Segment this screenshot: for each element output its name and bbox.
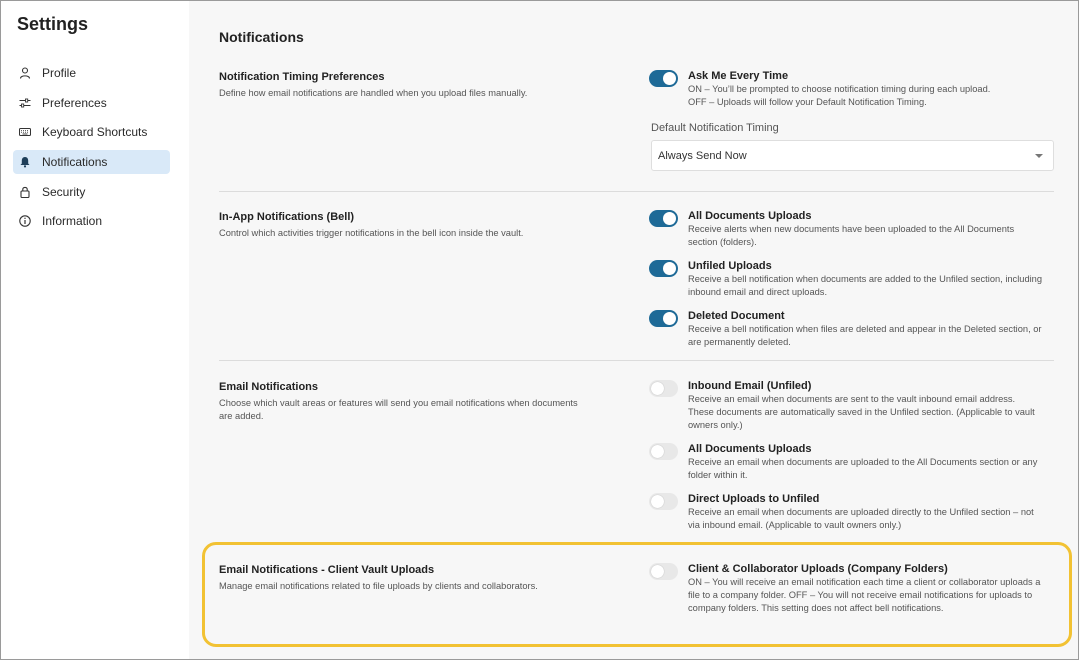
section-description: Manage email notifications related to file uploads by clients and collaborators. xyxy=(219,581,538,591)
notifications-panel xyxy=(189,1,1078,659)
option-title: All Documents Uploads xyxy=(688,210,812,222)
option-title: Unfiled Uploads xyxy=(688,260,772,272)
option-title: Client & Collaborator Uploads (Company Folders) xyxy=(688,563,948,575)
sidebar-item-label: Security xyxy=(42,184,86,199)
option-title: Ask Me Every Time xyxy=(688,70,789,82)
sidebar-item-notifications[interactable] xyxy=(13,150,170,174)
option-description: Receive an email when documents are uploaded to the All Documents section or any folder within it. xyxy=(688,457,1038,480)
option-description: Receive a bell notification when documents are added to the Unfiled section, including inbound email and direct uploads. xyxy=(688,274,1043,297)
person-icon xyxy=(19,67,31,79)
sidebar-nav xyxy=(13,61,170,239)
section-description: Choose which vault areas or features will send you email notifications when documents are added. xyxy=(219,398,578,421)
sidebar-item-profile[interactable] xyxy=(13,61,170,85)
section-title: Notification Timing Preferences xyxy=(219,71,385,83)
option-description: Receive a bell notification when files are deleted and appear in the Deleted section, or are permanently deleted. xyxy=(688,324,1042,347)
default-timing-label: Default Notification Timing xyxy=(651,122,779,134)
sidebar-item-label: Preferences xyxy=(42,95,107,110)
ask-every-time-toggle[interactable] xyxy=(649,70,678,87)
email-inbound-toggle[interactable] xyxy=(649,380,678,397)
page-title: Notifications xyxy=(219,29,304,45)
inapp-deleted-option xyxy=(649,310,1042,349)
client-collaborator-uploads-option xyxy=(649,563,1041,615)
default-timing-select[interactable] xyxy=(651,140,1054,171)
divider xyxy=(219,360,1054,361)
sidebar-title: Settings xyxy=(17,14,89,34)
email-all-documents-option xyxy=(649,443,1038,482)
divider xyxy=(219,191,1054,192)
option-description: Receive an email when documents are uploaded directly to the Unfiled section – not via inbound email. (Applicable to vault owners only.) xyxy=(688,507,1034,530)
inapp-all-documents-option xyxy=(649,210,1029,249)
lock-icon xyxy=(19,186,31,198)
email-direct-uploads-toggle[interactable] xyxy=(649,493,678,510)
bell-icon xyxy=(19,156,31,168)
sidebar-item-label: Information xyxy=(42,214,103,229)
sidebar-item-preferences[interactable] xyxy=(13,91,170,115)
sidebar-item-keyboard-shortcuts[interactable] xyxy=(13,120,170,144)
option-title: Direct Uploads to Unfiled xyxy=(688,493,820,505)
option-description: Receive an email when documents are sent to the vault inbound email address. These documents are automatically saved in the Unfiled section. (Applicable to vault owners only.) xyxy=(688,394,1035,430)
email-direct-uploads-option xyxy=(649,493,1034,532)
section-title: Email Notifications xyxy=(219,381,319,393)
email-all-documents-toggle[interactable] xyxy=(649,443,678,460)
sidebar-item-information[interactable] xyxy=(13,209,170,233)
sidebar-item-security[interactable] xyxy=(13,180,170,204)
inapp-deleted-toggle[interactable] xyxy=(649,310,678,327)
chevron-down-icon xyxy=(1035,154,1043,158)
sidebar-item-label: Keyboard Shortcuts xyxy=(42,125,148,140)
email-inbound-option xyxy=(649,380,1035,432)
ask-every-time-option xyxy=(649,70,1029,109)
section-description: Control which activities trigger notifications in the bell icon inside the vault. xyxy=(219,228,524,238)
option-title: Deleted Document xyxy=(688,310,785,322)
inapp-unfiled-option xyxy=(649,260,1043,299)
sliders-icon xyxy=(19,97,31,109)
keyboard-icon xyxy=(19,126,31,138)
inapp-unfiled-toggle[interactable] xyxy=(649,260,678,277)
default-timing-value: Always Send Now xyxy=(658,149,747,162)
option-description: Receive alerts when new documents have been uploaded to the All Documents section (folders). xyxy=(688,224,1015,247)
section-title: Email Notifications - Client Vault Uploads xyxy=(219,564,435,576)
sidebar-item-label: Notifications xyxy=(42,155,108,170)
info-icon xyxy=(19,215,31,227)
client-collaborator-uploads-toggle[interactable] xyxy=(649,563,678,580)
sidebar-item-label: Profile xyxy=(42,66,77,80)
option-title: Inbound Email (Unfiled) xyxy=(688,380,812,392)
inapp-all-documents-toggle[interactable] xyxy=(649,210,678,227)
option-description-off: OFF – Uploads will follow your Default Notification Timing. xyxy=(688,97,927,107)
section-title: In-App Notifications (Bell) xyxy=(219,211,355,223)
option-description-on: ON – You’ll be prompted to choose notification timing during each upload. xyxy=(688,84,991,94)
option-description: ON – You will receive an email notification each time a client or collaborator uploads a file to a company folder. OFF – You will not receive email notifications for uploads to company folders. This setting does not affect bell notifications. xyxy=(688,577,1041,613)
option-title: All Documents Uploads xyxy=(688,443,812,455)
sidebar xyxy=(1,1,189,659)
section-description: Define how email notifications are handled when you upload files manually. xyxy=(219,88,528,98)
